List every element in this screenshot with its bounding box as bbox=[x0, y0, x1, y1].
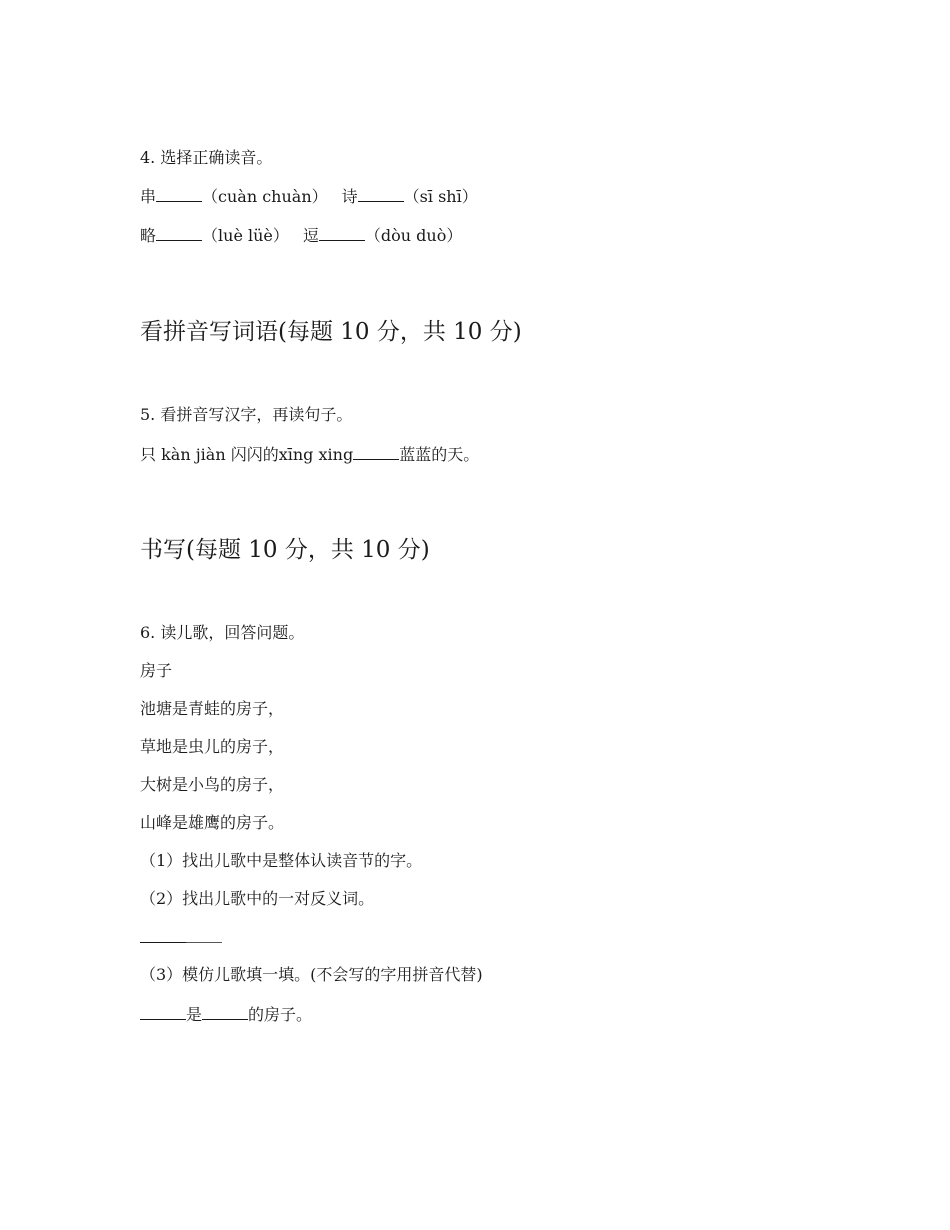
q4-options-dou: （dòu duò） bbox=[364, 226, 463, 245]
q4-char-dou: 逗 bbox=[302, 226, 319, 245]
q5-title: 5. 看拼音写汉字，再读句子。 bbox=[140, 405, 353, 424]
answer-blank[interactable] bbox=[140, 926, 186, 943]
poem-line-4: 山峰是雄鹰的房子。 bbox=[140, 813, 285, 832]
poem-line-3: 大树是小鸟的房子， bbox=[140, 775, 285, 794]
poem-line-1: 池塘是青蛙的房子， bbox=[140, 699, 285, 718]
fill-is: 是 bbox=[186, 1005, 203, 1024]
section-heading-writing: 书写(每题 10 分，共 10 分) bbox=[140, 537, 430, 563]
q6-antonym-answer bbox=[140, 926, 222, 949]
q4-title: 4. 选择正确读音。 bbox=[140, 148, 273, 167]
q4-row-1 bbox=[140, 185, 478, 208]
answer-blank[interactable] bbox=[186, 928, 222, 943]
answer-blank[interactable] bbox=[353, 443, 399, 460]
poem-line-2: 草地是虫儿的房子， bbox=[140, 737, 285, 756]
q6-sub-question-3: （3）模仿儿歌填一填。(不会写的字用拼音代替) bbox=[140, 965, 483, 984]
q4-options-shi: （sī shī） bbox=[403, 187, 478, 206]
q6-title: 6. 读儿歌，回答问题。 bbox=[140, 623, 305, 642]
q4-row-2 bbox=[140, 224, 462, 247]
q5-sentence-end: 蓝蓝的天。 bbox=[399, 445, 480, 464]
q4-options-chuan: （cuàn chuàn） bbox=[202, 187, 328, 206]
q4-char-shi: 诗 bbox=[341, 187, 358, 206]
q6-sub-question-2: （2）找出儿歌中的一对反义词。 bbox=[140, 889, 375, 908]
answer-blank[interactable] bbox=[140, 1003, 186, 1020]
q4-char-lue: 略 bbox=[140, 226, 157, 245]
answer-blank[interactable] bbox=[156, 224, 202, 241]
poem-title: 房子 bbox=[140, 661, 173, 680]
q5-sentence-start: 只 kàn jiàn 闪闪的xīng xing bbox=[140, 445, 354, 464]
q4-options-lue: （luè lüè） bbox=[202, 226, 289, 245]
q6-sub-question-1: （1）找出儿歌中是整体认读音节的字。 bbox=[140, 851, 423, 870]
fill-end: 的房子。 bbox=[248, 1005, 313, 1024]
q6-fill-sentence bbox=[140, 1003, 312, 1026]
q5-sentence bbox=[140, 443, 479, 466]
answer-blank[interactable] bbox=[156, 185, 202, 202]
q4-char-chuan: 串 bbox=[140, 187, 157, 206]
answer-blank[interactable] bbox=[202, 1003, 248, 1020]
answer-blank[interactable] bbox=[358, 185, 404, 202]
section-heading-pinyin: 看拼音写词语(每题 10 分，共 10 分) bbox=[140, 319, 522, 345]
answer-blank[interactable] bbox=[319, 224, 365, 241]
